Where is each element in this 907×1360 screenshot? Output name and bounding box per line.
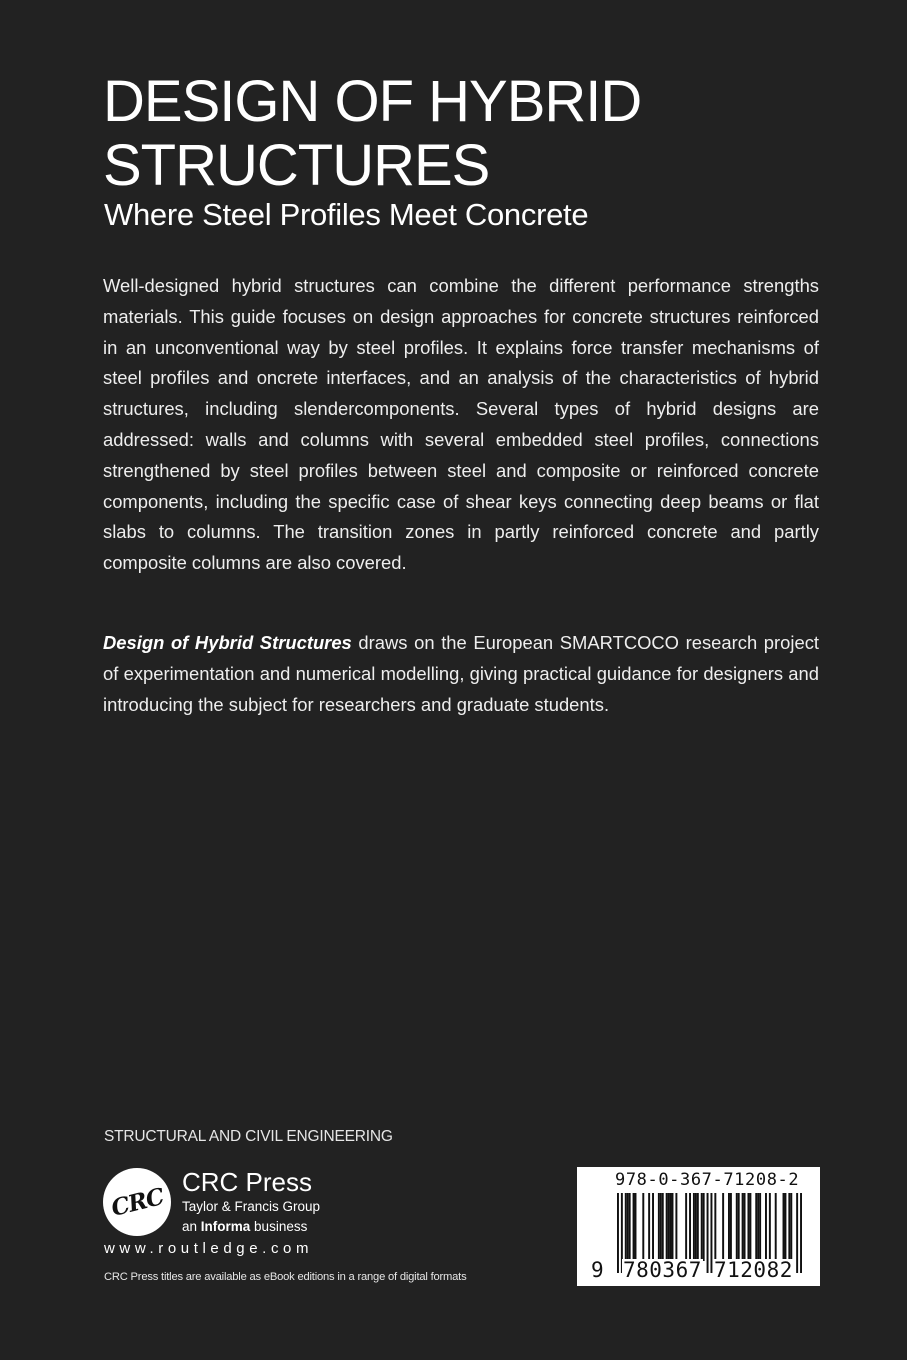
barcode-bar [788, 1193, 790, 1261]
book-title [103, 70, 641, 198]
barcode-bar [747, 1193, 749, 1261]
barcode-bar [759, 1193, 761, 1261]
barcode-bar [666, 1193, 668, 1261]
barcode-bar [738, 1193, 740, 1261]
barcode-bar [800, 1193, 802, 1273]
barcode-bar [625, 1193, 627, 1261]
barcode-bar [730, 1193, 732, 1261]
barcode-bar [652, 1193, 654, 1261]
ebook-availability-note: CRC Press titles are available as eBook editions in a range of digital formats [104, 1271, 467, 1283]
book-title-line-2: STRUCTURES [103, 133, 490, 198]
publisher-name: CRC Press [182, 1167, 313, 1197]
barcode-bar [728, 1193, 730, 1261]
barcode-bar [697, 1193, 699, 1261]
barcode-bar [784, 1193, 786, 1261]
barcode-bar [714, 1193, 716, 1261]
barcode-bar [757, 1193, 759, 1261]
barcode-bar [701, 1193, 703, 1261]
barcode-bar [642, 1193, 644, 1261]
barcode-bar [744, 1193, 746, 1261]
barcode-bar [769, 1193, 771, 1261]
barcode-bar [693, 1193, 695, 1261]
barcode-bar [783, 1193, 785, 1261]
isbn-number: 978-0-367-71208-2 [615, 1170, 800, 1190]
ean-first-digit: 9 [591, 1258, 604, 1282]
publisher-group: Taylor & Francis Group [182, 1199, 321, 1214]
book-title-line-1: DESIGN OF HYBRID [103, 69, 642, 134]
blurb-paragraph-1: Well-designed hybrid structures can combine the different performance strengths materials. This guide focuses on design approaches for concrete structures reinforced in an unconventional way by steel profiles. It explains force transfer mechanisms of steel profiles and oncrete interfaces, and an analysis of the characteristics of hybrid structures, including slendercomponents. Several types of hybrid designs are addressed: walls and columns with several embedded steel profiles, connections strengthened by steel profiles between steel and composite or reinforced concrete components, including the specific case of shear keys connecting deep beams or flat slabs to columns. The transition zones in partly reinforced concrete and partly composite columns are also covered. [103, 275, 819, 574]
subject-category: STRUCTURAL AND CIVIL ENGINEERING [104, 1128, 393, 1145]
barcode-bar [695, 1193, 697, 1261]
barcode-bar [790, 1193, 792, 1261]
barcode-bar [742, 1193, 744, 1261]
informa-prefix: an [182, 1219, 201, 1234]
isbn-barcode [577, 1167, 820, 1286]
barcode-bar [796, 1193, 798, 1273]
barcode-bar [736, 1193, 738, 1261]
barcode-bar [765, 1193, 767, 1261]
barcode-bar [658, 1193, 660, 1261]
barcode-bar [633, 1193, 635, 1261]
ean-left-digits: 780367 [623, 1258, 702, 1282]
barcode-bar [749, 1193, 751, 1261]
informa-name: Informa [200, 1219, 251, 1234]
barcode-bar [660, 1193, 662, 1261]
barcode-bar [685, 1193, 687, 1261]
ean-right-digits: 712082 [714, 1258, 793, 1282]
informa-suffix: business [250, 1219, 308, 1234]
barcode-bar [703, 1193, 705, 1261]
publisher-informa-line [182, 1219, 307, 1234]
barcode-bar [627, 1193, 629, 1261]
barcode-bar [672, 1193, 674, 1261]
crc-logo-icon [103, 1168, 171, 1236]
publisher-website: www.routledge.com [104, 1240, 314, 1257]
barcode-bar [689, 1193, 691, 1261]
barcode-bar [670, 1193, 672, 1261]
barcode-bar [755, 1193, 757, 1261]
barcode-bar [668, 1193, 670, 1261]
blurb-book-title-emphasis: Design of Hybrid Structures [103, 632, 352, 653]
barcode-bar [617, 1193, 619, 1273]
blurb-paragraph-2-text: draws on the European SMARTCOCO research project of experimentation and numerical modelling, giving practical guidance for designers and introducing the subject for researchers and graduate students. [103, 632, 819, 715]
barcode-bar [675, 1193, 677, 1261]
barcode-bar [635, 1193, 637, 1261]
barcode-bar [722, 1193, 724, 1261]
book-subtitle: Where Steel Profiles Meet Concrete [104, 197, 589, 232]
barcode-bar [648, 1193, 650, 1261]
barcode-bar [707, 1193, 709, 1273]
barcode-bar [775, 1193, 777, 1261]
barcode-bar [629, 1193, 631, 1261]
blurb-paragraph-2 [103, 628, 819, 720]
barcode-bar [662, 1193, 664, 1261]
crc-logo-text: CRC [108, 1182, 166, 1222]
